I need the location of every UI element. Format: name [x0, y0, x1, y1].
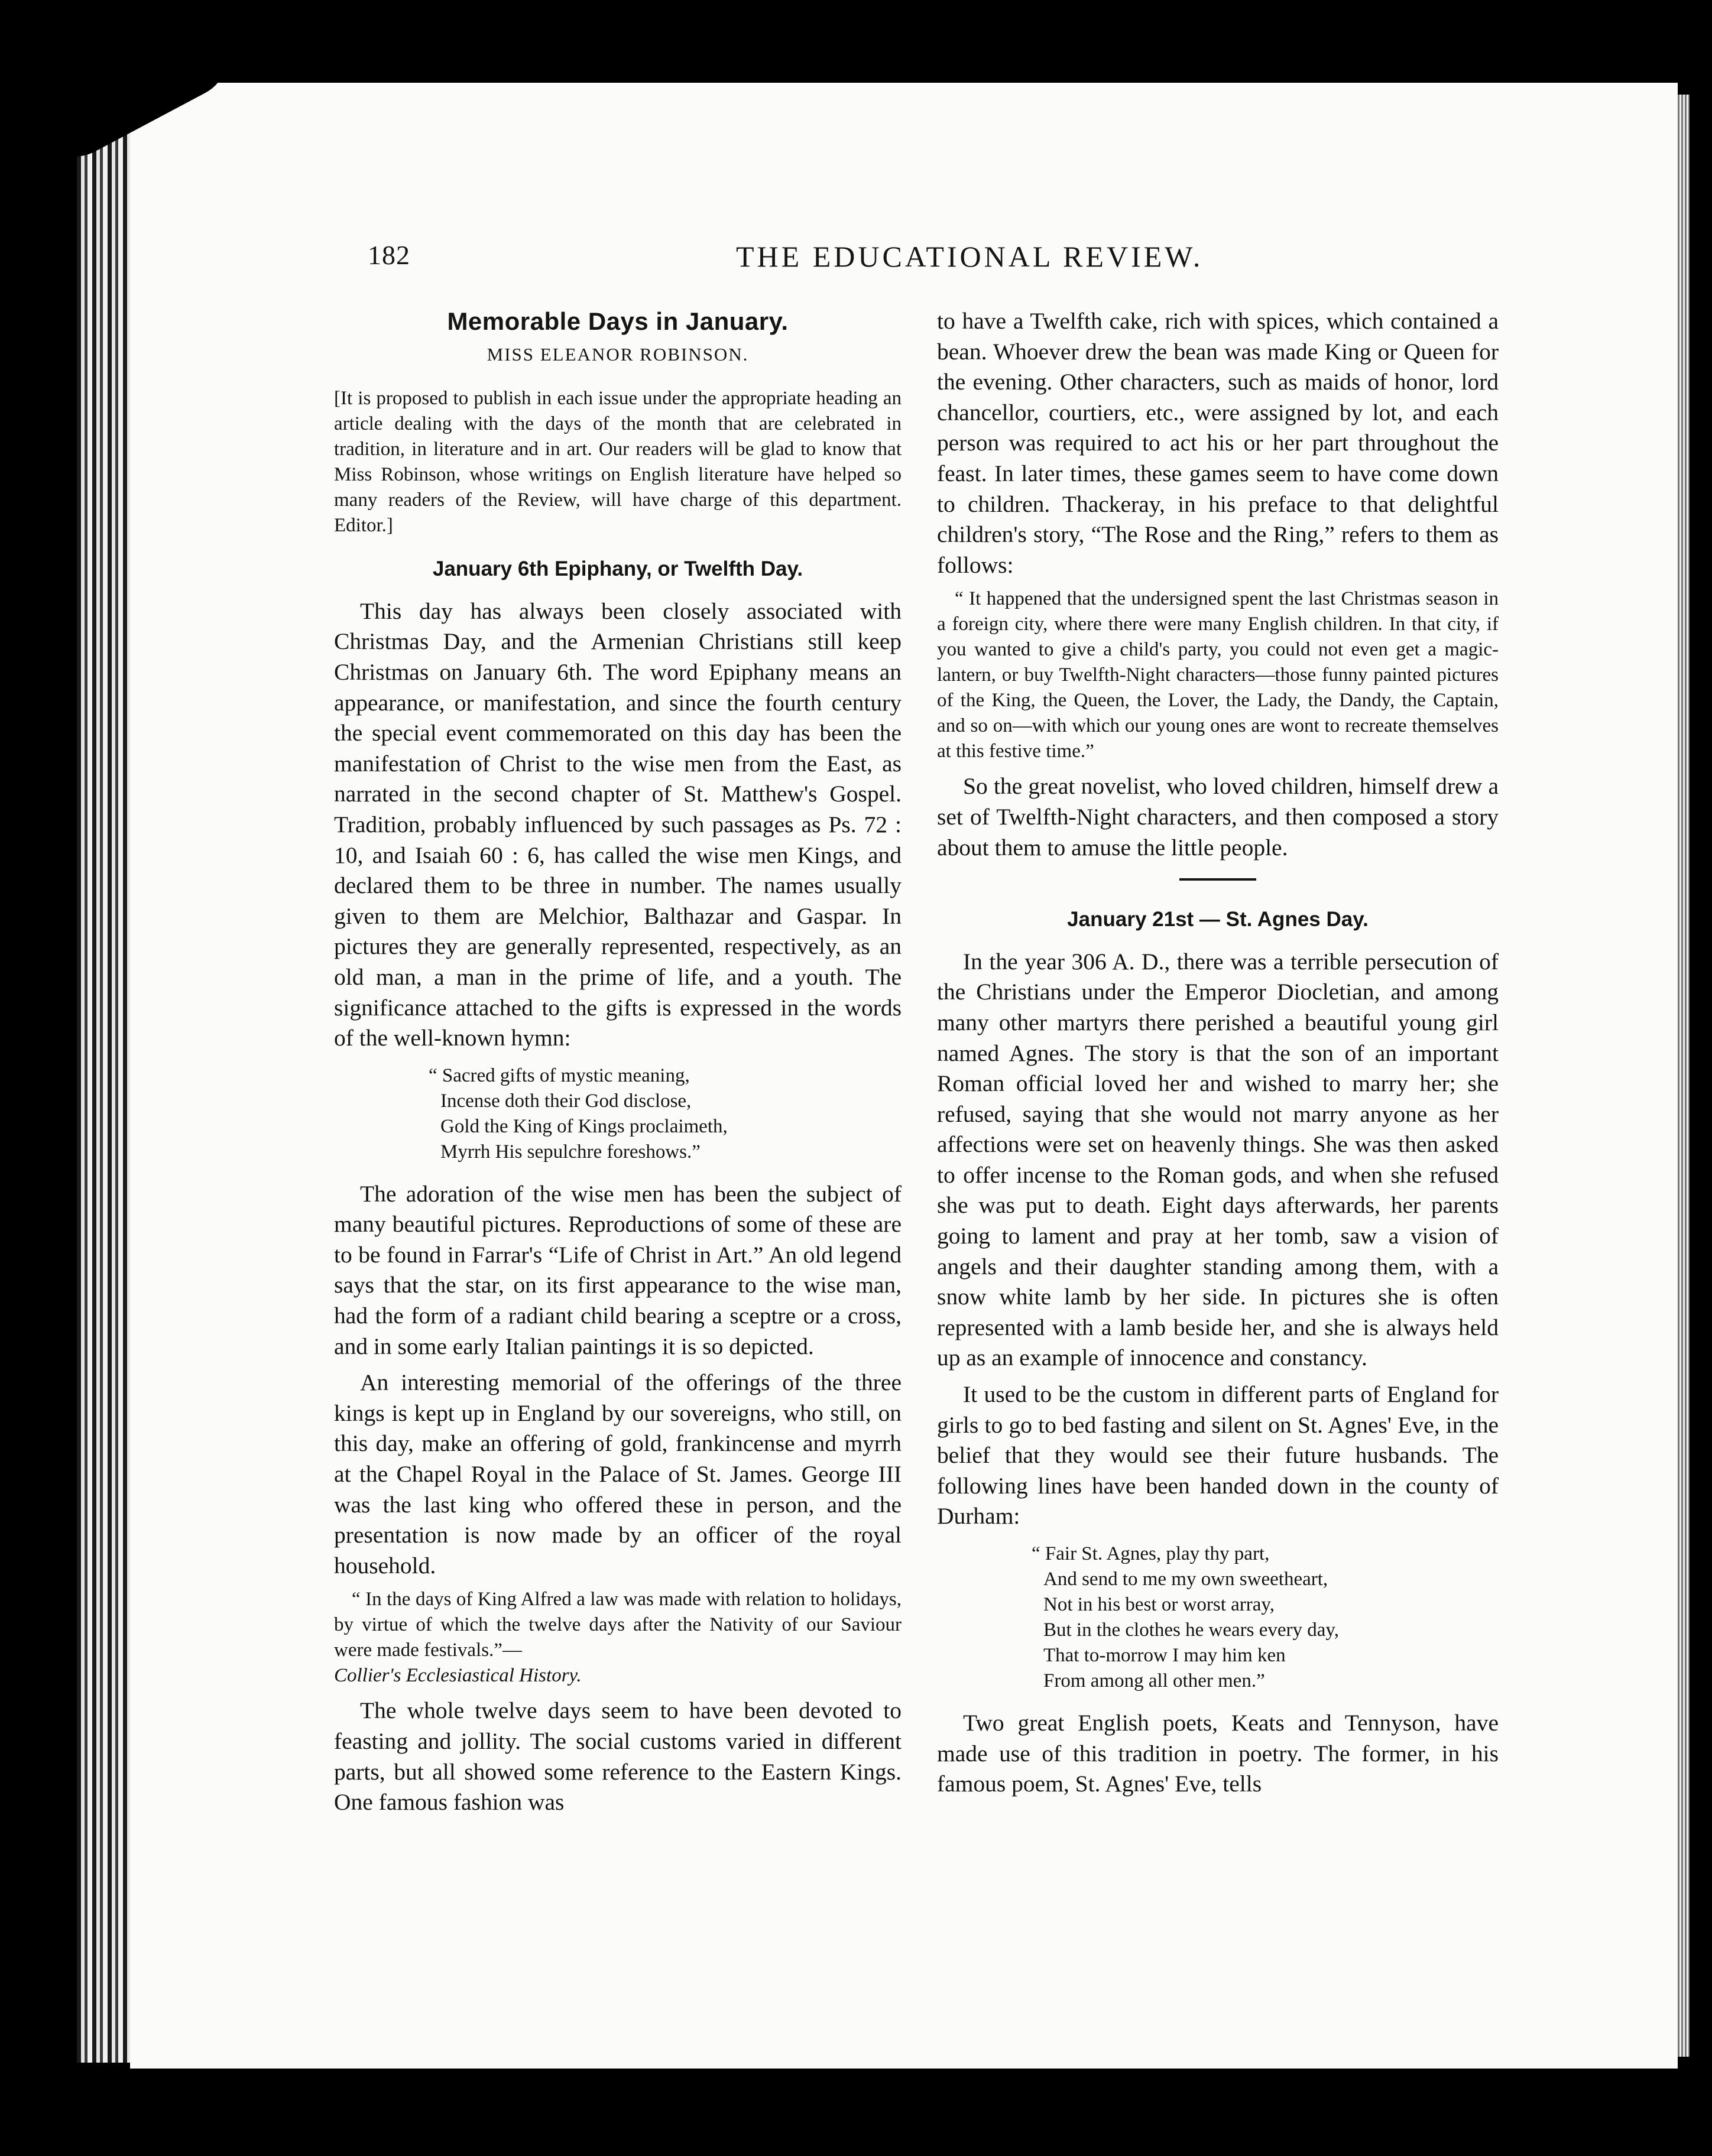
hymn-verse — [429, 1063, 902, 1165]
paragraph: An interesting memorial of the offerings of the three kings is kept up in England by our sovereigns, who still, on this day, make an offering of gold, frankincense and myrrh at the Chapel Royal in the Palace of St. James. George III was the last king who offered these in person, and the presentation is now made by an officer of the royal household. — [334, 1369, 902, 1579]
right-column — [937, 306, 1499, 1806]
block-quote: “ It happened that the undersigned spent the last Christmas season in a foreign city, where there were many English children. In that city, if you wanted to give a child's party, you could not even get a magic-lantern, or buy Twelfth-Night characters—those funny painted pictures of the King, the Queen, the Lover, the Lady, the Dandy, the Captain, and so on—with which our young ones are wont to recreate themselves at this festive time.” — [937, 588, 1499, 762]
paragraph: to have a Twelfth cake, rich with spices, which contained a bean. Whoever drew the bean was made King or Queen for the evening. Other characters, such as maids of honor, lord chancellor, courtiers, etc., were assigned by lot, and each person was required to act his or her part throughout the feast. In later times, these games seem to have come down to children. Thackeray, in his preface to that delightful children's story, “The Rose and the Ring,” refers to them as follows: — [937, 308, 1499, 578]
block-quote — [334, 1587, 902, 1689]
verse-line: And send to me my own sweetheart, — [1043, 1569, 1328, 1590]
section-divider — [1179, 878, 1256, 881]
verse-line: That to-morrow I may him ken — [1043, 1645, 1286, 1666]
durham-verse — [1032, 1541, 1499, 1694]
paragraph: This day has always been closely associated with Christmas Day, and the Armenian Christians still keep Christmas on January 6th. The word Epiphany means an appearance, or manifestation, and since the fourth century the special event commemorated on this day has been the manifestation of Christ to the wise men from the East, as narrated in the second chapter of St. Matthew's Gospel. Tradition, probably influenced by such passages as Ps. 72 : 10, and Isaiah 60 : 6, has called the wise men Kings, and declared them to be three in number. The names usually given to them are Melchior, Balthazar and Gaspar. In pictures they are generally represented, respectively, as an old man, a man in the prime of life, and a youth. The significance attached to the gifts is expressed in the words of the well-known hymn: — [334, 598, 902, 1051]
article-author: MISS ELEANOR ROBINSON. — [487, 343, 749, 365]
editor-note: [It is proposed to publish in each issue under the appropriate heading an article dealing with the days of the month that are celebrated in tradition, in literature and in art. Our readers will be glad to know that Miss Robinson, whose writings on English literature have helped so many readers of the Review, will have charge of this department. Editor.] — [334, 388, 902, 537]
page-number: 182 — [368, 240, 410, 270]
left-column — [334, 306, 902, 1824]
quote-text: “ In the days of King Alfred a law was made with relation to holidays, by virtue of which the twelve days after the Nativity of our Saviour were made festivals.”— — [334, 1589, 902, 1661]
section-heading-epiphany: January 6th Epiphany, or Twelfth Day. — [432, 557, 803, 581]
verse-line: “ Fair St. Agnes, play thy part, — [1032, 1543, 1270, 1564]
verse-line: “ Sacred gifts of mystic meaning, — [429, 1064, 690, 1086]
paragraph: It used to be the custom in different parts of England for girls to go to bed fasting and silent on St. Agnes' Eve, in the belief that they would see their future husbands. The following lines have been handed down in the county of Durham: — [937, 1381, 1499, 1530]
quote-source: Collier's Ecclesiastical History. — [334, 1665, 582, 1687]
verse-line: From among all other men.” — [1043, 1670, 1265, 1691]
running-head: THE EDUCATIONAL REVIEW. — [736, 240, 1204, 273]
verse-line: Incense doth their God disclose, — [440, 1090, 692, 1112]
paragraph: The adoration of the wise men has been the subject of many beautiful pictures. Reproductions of some of these are to be found in Farrar's “Life of Christ in Art.” An old legend says that the star, on its first appearance to the wise man, had the form of a radiant child bearing a sceptre or a cross, and in some early Italian paintings it is so depicted. — [334, 1180, 902, 1359]
paragraph: So the great novelist, who loved children, himself drew a set of Twelfth-Night characters, and then composed a story about them to amuse the little people. — [937, 773, 1499, 861]
paragraph: In the year 306 A. D., there was a terrible persecution of the Christians under the Emperor Diocletian, and among many other martyrs there perished a beautiful young girl named Agnes. The story is that the son of an important Roman official loved her and wished to marry her; she refused, saying that she would not marry anyone as her affections were set on heavenly things. She was then asked to offer incense to the Roman gods, and when she refused she was put to death. Eight days afterwards, her parents going to lament and pray at her tomb, saw a vision of angels and their daughter standing among them, with a snow white lamb by her side. In pictures she is often represented with a lamb beside her, and she is always held up as an example of innocence and constancy. — [937, 948, 1499, 1371]
paragraph: The whole twelve days seem to have been devoted to feasting and jollity. The social customs varied in different parts, but all showed some reference to the Eastern Kings. One famous fashion was — [334, 1697, 902, 1816]
page-header — [0, 239, 1712, 281]
paragraph: Two great English poets, Keats and Tennyson, have made use of this tradition in poetry. The former, in his famous poem, St. Agnes' Eve, tells — [937, 1710, 1499, 1797]
article-title: Memorable Days in January. — [447, 307, 789, 335]
section-heading-st-agnes: January 21st — St. Agnes Day. — [1067, 908, 1369, 931]
verse-line: But in the clothes he wears every day, — [1043, 1619, 1340, 1641]
verse-line: Myrrh His sepulchre foreshows.” — [440, 1141, 701, 1163]
verse-line: Not in his best or worst array, — [1043, 1594, 1275, 1615]
page-stack-edge — [1678, 95, 1690, 2057]
verse-line: Gold the King of Kings proclaimeth, — [440, 1115, 728, 1137]
